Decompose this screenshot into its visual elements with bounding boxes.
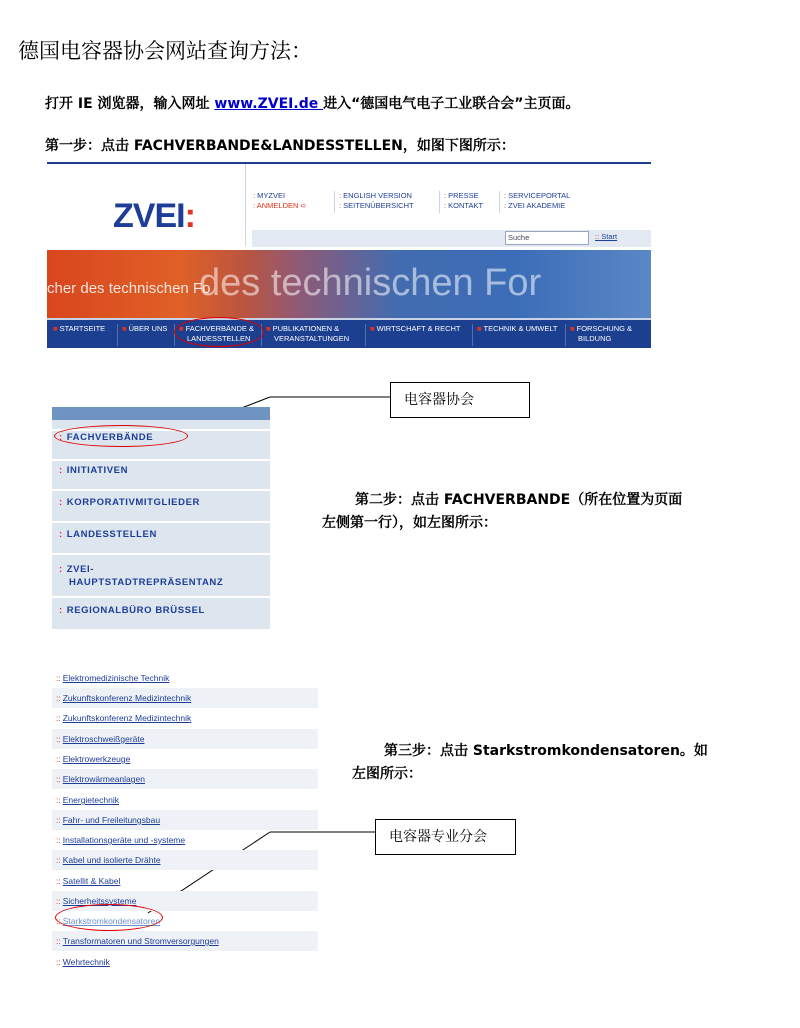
step3-line1: 第三步：点击 Starkstromkondensatoren。如 <box>384 743 708 759</box>
list-item[interactable]: :: Zukunftskonferenz Medizintechnik <box>52 688 318 708</box>
list-item[interactable]: :: Sicherheitssysteme <box>52 891 318 911</box>
list-item[interactable]: :: Zukunftskonferenz Medizintechnik <box>56 713 192 723</box>
list-item[interactable]: :: Installationsgeräte und -systeme <box>56 835 186 845</box>
zvei-url-link[interactable]: www.ZVEI.de <box>214 96 324 112</box>
myzvei-link[interactable]: : MYZVEI <box>253 191 286 200</box>
banner-big-text: des technischen For <box>199 262 542 304</box>
kontakt-link[interactable]: : KONTAKT <box>444 201 484 210</box>
sidebar-item-landesstellen[interactable]: : LANDESSTELLEN <box>52 521 270 541</box>
search-input[interactable]: Suche <box>505 231 589 245</box>
page-title: 德国电容器协会网站查询方法： <box>18 39 312 63</box>
zvei-akademie-link[interactable]: : ZVEI AKADEMIE <box>504 201 566 210</box>
intro-suffix: 进入“德国电气电子工业联合会”主页面。 <box>323 96 580 112</box>
intro-prefix: 打开 IE 浏览器，输入网址 <box>45 96 215 112</box>
list-item[interactable]: :: Elektromedizinische Technik <box>56 673 170 683</box>
callout-capacitor-association: 电容器协会 <box>390 382 530 418</box>
seitenuebersicht-link[interactable]: : SEITENÜBERSICHT <box>339 201 414 210</box>
anmelden-link[interactable]: : ANMELDEN ➪ <box>253 201 307 210</box>
sidebar-item-regionalbuero-bruessel[interactable]: : REGIONALBÜRO BRÜSSEL <box>52 596 270 617</box>
zvei-logo: ZVEI: <box>113 197 195 235</box>
nav-wirtschaft-recht[interactable]: ■ WIRTSCHAFT & RECHT <box>370 324 461 333</box>
english-version-link[interactable]: : ENGLISH VERSION <box>339 191 412 200</box>
highlight-ellipse-starkstrom <box>55 904 163 931</box>
presse-link[interactable]: : PRESSE <box>444 191 479 200</box>
list-item-starkstromkondensatoren[interactable]: :: Starkstromkondensatoren <box>56 916 161 926</box>
nav-startseite[interactable]: ■ STARTSEITE <box>53 324 106 333</box>
list-item[interactable]: :: Elektroschweißgeräte <box>52 729 318 749</box>
nav-ueber-uns[interactable]: ■ ÜBER UNS <box>122 324 168 333</box>
list-item[interactable]: :: Energietechnik <box>56 795 119 805</box>
step1-text: 第一步：点击 FACHVERBANDE&LANDESSTELLEN，如图下图所示： <box>45 138 515 154</box>
sidebar-item-hauptstadtrepraesentanz[interactable]: : ZVEI- HAUPTSTADTREPRÄSENTANZ <box>52 553 270 589</box>
step2-line2: 左侧第一行），如左图所示： <box>322 515 497 531</box>
highlight-ellipse-fachverbaende <box>54 425 188 447</box>
step2-line1: 第二步：点击 FACHVERBANDE（所在位置为页面 <box>355 492 683 508</box>
banner-small-text: cher des technischen Fo <box>47 280 211 297</box>
list-item[interactable]: :: Fahr- und Freileitungsbau <box>52 810 318 830</box>
list-item[interactable]: :: Kabel und isolierte Drähte <box>52 850 318 870</box>
list-item[interactable]: :: Transformatoren und Stromversorgungen <box>52 931 318 951</box>
serviceportal-link[interactable]: : SERVICEPORTAL <box>504 191 571 200</box>
sidebar-item-fachverbaende[interactable]: : FACHVERBÄNDE <box>52 429 270 444</box>
list-item[interactable]: :: Wehrtechnik <box>56 957 110 967</box>
list-item[interactable]: :: Satellit & Kabel <box>56 876 121 886</box>
nav-forschung-bildung[interactable]: ■ FORSCHUNG & BILDUNG <box>570 324 633 343</box>
nav-publikationen-veranstaltungen[interactable]: ■ PUBLIKATIONEN & VERANSTALTUNGEN <box>266 324 350 343</box>
sidebar-item-korporativmitglieder[interactable]: : KORPORATIVMITGLIEDER <box>52 489 270 509</box>
step3-line2: 左图所示： <box>352 766 422 782</box>
callout-capacitor-subgroup: 电容器专业分会 <box>375 819 516 855</box>
sidebar-header <box>52 407 270 420</box>
list-item[interactable]: :: Elektrowärmeanlagen <box>52 769 318 789</box>
nav-fachverbaende-landesstellen[interactable]: ■ FACHVERBÄNDE & LANDESSTELLEN <box>179 324 254 343</box>
nav-technik-umwelt[interactable]: ■ TECHNIK & UMWELT <box>477 324 558 333</box>
list-item[interactable]: :: Elektrowerkzeuge <box>56 754 131 764</box>
sidebar-item-initiativen[interactable]: : INITIATIVEN <box>52 459 270 477</box>
search-start-button[interactable]: :: Start <box>595 232 618 241</box>
